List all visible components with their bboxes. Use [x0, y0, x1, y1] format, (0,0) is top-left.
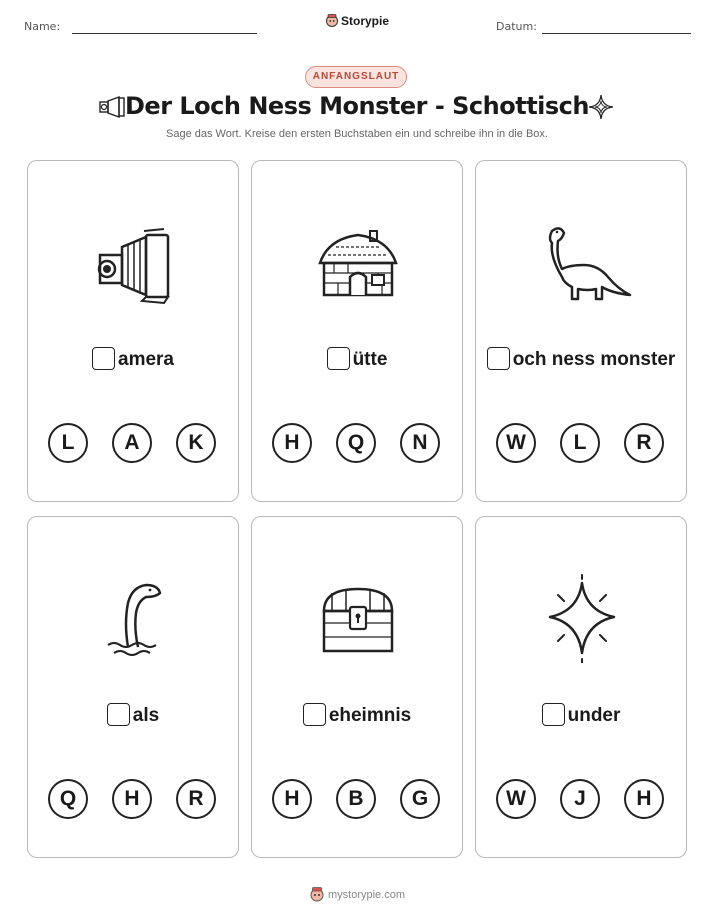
name-line[interactable] [72, 33, 257, 34]
letter-option[interactable]: K [176, 423, 216, 463]
letter-option[interactable]: R [624, 423, 664, 463]
sea-serpent-icon [84, 573, 184, 663]
letter-option[interactable]: L [48, 423, 88, 463]
date-line[interactable] [542, 33, 691, 34]
cottage-icon [308, 217, 408, 307]
letter-option[interactable]: H [272, 779, 312, 819]
word [252, 347, 462, 371]
footer [0, 886, 714, 902]
topic-badge: ANFANGSLAUT [305, 66, 407, 88]
answer-box[interactable] [327, 347, 350, 370]
answer-box[interactable] [542, 703, 565, 726]
letter-option[interactable]: L [560, 423, 600, 463]
sparkle-icon [532, 573, 632, 663]
word-card [27, 516, 239, 858]
word-rest: och ness monster [512, 349, 676, 370]
letter-option[interactable]: Q [336, 423, 376, 463]
word-card [251, 516, 463, 858]
sparkle-icon [586, 92, 616, 122]
letter-option[interactable]: J [560, 779, 600, 819]
word [28, 347, 238, 371]
answer-box[interactable] [487, 347, 510, 370]
brand-name: Storypie [340, 14, 389, 28]
page-title: Der Loch Ness Monster - Schottisch [125, 92, 589, 120]
word [476, 703, 686, 727]
letter-option[interactable]: A [112, 423, 152, 463]
storypie-logo-icon [309, 886, 325, 902]
date-label: Datum: [496, 20, 537, 33]
answer-box[interactable] [92, 347, 115, 370]
word [252, 703, 462, 727]
storypie-logo-icon [325, 13, 339, 27]
word-card [475, 516, 687, 858]
word-rest: under [567, 705, 621, 726]
instructions: Sage das Wort. Kreise den ersten Buchstaben ein und schreibe ihn in die Box. [166, 128, 548, 140]
letter-option[interactable]: W [496, 779, 536, 819]
word-rest: amera [118, 349, 174, 370]
treasure-chest-icon [308, 573, 408, 663]
letter-option[interactable]: R [176, 779, 216, 819]
letter-option[interactable]: B [336, 779, 376, 819]
letter-option[interactable]: W [496, 423, 536, 463]
word-card [251, 160, 463, 502]
letter-option[interactable]: H [272, 423, 312, 463]
letter-option[interactable]: G [400, 779, 440, 819]
word-rest: als [132, 705, 160, 726]
word-rest: eheimnis [328, 705, 412, 726]
word [28, 703, 238, 727]
letter-option[interactable]: H [112, 779, 152, 819]
word-rest: ütte [352, 349, 388, 370]
word [476, 347, 686, 371]
letter-option[interactable]: H [624, 779, 664, 819]
brand [0, 13, 714, 28]
footer-link[interactable]: mystorypie.com [327, 889, 406, 901]
letter-option[interactable]: N [400, 423, 440, 463]
dinosaur-icon [532, 217, 632, 307]
word-card [27, 160, 239, 502]
answer-box[interactable] [107, 703, 130, 726]
answer-box[interactable] [303, 703, 326, 726]
name-label: Name: [24, 20, 61, 33]
letter-option[interactable]: Q [48, 779, 88, 819]
camera-icon [84, 217, 184, 307]
word-card [475, 160, 687, 502]
